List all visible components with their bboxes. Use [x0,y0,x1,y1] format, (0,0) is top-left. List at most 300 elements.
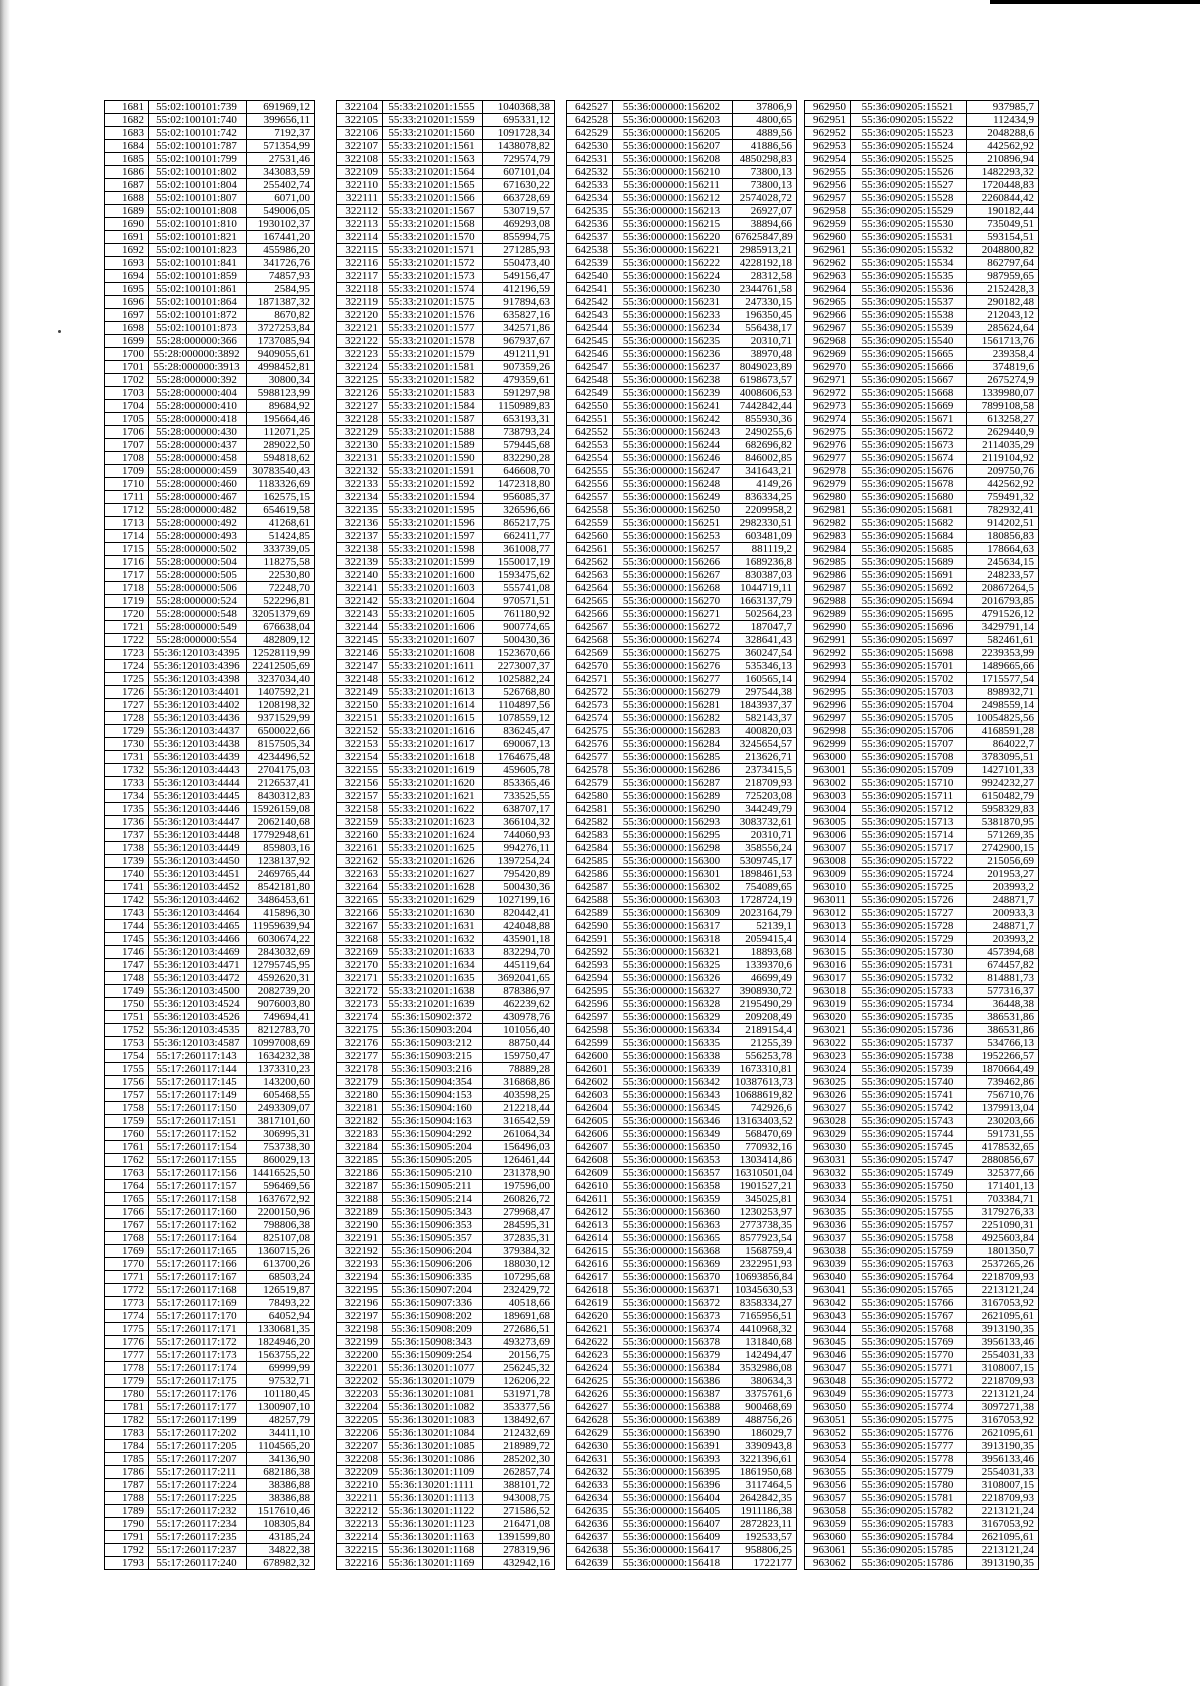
row-number: 1746 [105,946,149,959]
cadastral-number: 55:36:000000:156357 [613,1167,733,1180]
row-number: 642534 [567,192,613,205]
cadastral-number: 55:36:150905:205 [383,1154,483,1167]
cadastral-number: 55:36:090205:15768 [851,1323,967,1336]
table-row [567,764,797,777]
table-row [805,153,1039,166]
area-value: 571269,35 [967,829,1039,842]
row-number: 963017 [805,972,851,985]
row-number: 963001 [805,764,851,777]
table-row [337,1219,555,1232]
cadastral-number: 55:33:210201:1627 [383,868,483,881]
cadastral-number: 55:36:000000:156407 [613,1518,733,1531]
area-value: 3097271,38 [967,1401,1039,1414]
cadastral-number: 55:36:090205:15672 [851,426,967,439]
cadastral-number: 55:28:000000:3913 [149,361,247,374]
row-number: 1698 [105,322,149,335]
row-number: 1773 [105,1297,149,1310]
cadastral-number: 55:36:000000:156346 [613,1115,733,1128]
cadastral-number: 55:36:090205:15525 [851,153,967,166]
row-number: 1791 [105,1531,149,1544]
row-number: 1781 [105,1401,149,1414]
cadastral-number: 55:36:150904:153 [383,1089,483,1102]
table-row [337,543,555,556]
row-number: 1774 [105,1310,149,1323]
cadastral-number: 55:17:260117:169 [149,1297,247,1310]
table-row [105,933,315,946]
cadastral-tables [104,100,1154,1600]
cadastral-number: 55:36:090205:15539 [851,322,967,335]
row-number: 322123 [337,348,383,361]
table-row [805,1453,1039,1466]
row-number: 642638 [567,1544,613,1557]
area-value: 2218709,93 [967,1375,1039,1388]
cadastral-number: 55:36:120103:4524 [149,998,247,1011]
row-number: 322120 [337,309,383,322]
cadastral-number: 55:36:000000:156212 [613,192,733,205]
cadastral-number: 55:28:000000:504 [149,556,247,569]
table-row [337,1505,555,1518]
area-value: 2574028,72 [733,192,797,205]
table-row [337,517,555,530]
table-row [337,1206,555,1219]
row-number: 962998 [805,725,851,738]
row-number: 322167 [337,920,383,933]
area-value: 4168591,28 [967,725,1039,738]
table-row [567,1388,797,1401]
table-row [567,998,797,1011]
cadastral-number: 55:33:210201:1599 [383,556,483,569]
row-number: 963022 [805,1037,851,1050]
row-number: 642565 [567,595,613,608]
row-number: 962965 [805,296,851,309]
row-number: 322124 [337,361,383,374]
area-value: 361008,77 [483,543,555,556]
area-value: 306995,31 [247,1128,315,1141]
table-row [337,712,555,725]
cadastral-number: 55:36:150905:343 [383,1206,483,1219]
row-number: 322185 [337,1154,383,1167]
area-value: 462239,62 [483,998,555,1011]
area-value: 836334,25 [733,491,797,504]
table-row [105,608,315,621]
row-number: 642529 [567,127,613,140]
table-row [105,985,315,998]
row-number: 642577 [567,751,613,764]
row-number: 963028 [805,1115,851,1128]
table-row [337,192,555,205]
cadastral-number: 55:33:210201:1620 [383,777,483,790]
cadastral-number: 55:36:000000:156239 [613,387,733,400]
area-value: 432942,16 [483,1557,555,1570]
table-row [805,738,1039,751]
table-row [805,712,1039,725]
table-row [567,556,797,569]
cadastral-number: 55:17:260117:225 [149,1492,247,1505]
area-value: 256245,32 [483,1362,555,1375]
cadastral-number: 55:36:090205:15777 [851,1440,967,1453]
row-number: 962978 [805,465,851,478]
row-number: 642564 [567,582,613,595]
area-value: 210896,94 [967,153,1039,166]
table-row [105,140,315,153]
area-value: 196350,45 [733,309,797,322]
cadastral-number: 55:02:100101:841 [149,257,247,270]
area-value: 1911186,38 [733,1505,797,1518]
row-number: 642567 [567,621,613,634]
row-number: 642562 [567,556,613,569]
table-row [805,777,1039,790]
row-number: 642608 [567,1154,613,1167]
row-number: 642571 [567,673,613,686]
table-row [805,1401,1039,1414]
cadastral-number: 55:36:090205:15713 [851,816,967,829]
cadastral-number: 55:28:000000:437 [149,439,247,452]
row-number: 1765 [105,1193,149,1206]
table-row [805,1206,1039,1219]
row-number: 963020 [805,1011,851,1024]
table-row [105,1336,315,1349]
area-value: 479359,61 [483,374,555,387]
cadastral-number: 55:33:210201:1561 [383,140,483,153]
table-row [805,114,1039,127]
row-number: 642546 [567,348,613,361]
table-row [337,1440,555,1453]
table-row [105,1401,315,1414]
table-row [105,1388,315,1401]
row-number: 1753 [105,1037,149,1050]
cadastral-number: 55:17:260117:235 [149,1531,247,1544]
area-value: 40518,66 [483,1297,555,1310]
table-row [567,634,797,647]
row-number: 642626 [567,1388,613,1401]
area-value: 943008,75 [483,1492,555,1505]
area-value: 2621095,61 [967,1531,1039,1544]
row-number: 1776 [105,1336,149,1349]
cadastral-number: 55:28:000000:410 [149,400,247,413]
area-value: 72248,70 [247,582,315,595]
area-value: 1482293,32 [967,166,1039,179]
row-number: 962984 [805,543,851,556]
table-row [805,985,1039,998]
row-number: 642589 [567,907,613,920]
row-number: 1740 [105,868,149,881]
area-value: 333739,05 [247,543,315,556]
table-row [337,621,555,634]
area-value: 232429,72 [483,1284,555,1297]
row-number: 963043 [805,1310,851,1323]
area-value: 1303414,86 [733,1154,797,1167]
row-number: 322204 [337,1401,383,1414]
row-number: 1779 [105,1375,149,1388]
area-value: 6150482,79 [967,790,1039,803]
table-row [337,1180,555,1193]
area-value: 2082739,20 [247,985,315,998]
cadastral-number: 55:36:090205:15674 [851,452,967,465]
table-row [567,673,797,686]
table-row [105,491,315,504]
row-number: 1737 [105,829,149,842]
row-number: 322214 [337,1531,383,1544]
table-row [567,686,797,699]
row-number: 1747 [105,959,149,972]
cadastral-number: 55:36:000000:156298 [613,842,733,855]
row-number: 642552 [567,426,613,439]
row-number: 963051 [805,1414,851,1427]
cadastral-number: 55:36:000000:156384 [613,1362,733,1375]
area-value: 770932,16 [733,1141,797,1154]
row-number: 322164 [337,881,383,894]
cadastral-number: 55:36:090205:15757 [851,1219,967,1232]
area-value: 3108007,15 [967,1362,1039,1375]
row-number: 642593 [567,959,613,972]
cadastral-number: 55:17:260117:240 [149,1557,247,1570]
table-row [105,634,315,647]
row-number: 962986 [805,569,851,582]
row-number: 642633 [567,1479,613,1492]
cadastral-number: 55:17:260117:143 [149,1050,247,1063]
cadastral-number: 55:36:000000:156338 [613,1050,733,1063]
area-value: 2152428,3 [967,283,1039,296]
table-row [105,283,315,296]
area-value: 1722177 [733,1557,797,1570]
area-value: 73800,13 [733,166,797,179]
cadastral-number: 55:36:130201:1082 [383,1401,483,1414]
area-value: 556253,78 [733,1050,797,1063]
area-value: 1360715,26 [247,1245,315,1258]
cadastral-number: 55:36:090205:15772 [851,1375,967,1388]
area-value: 1561713,76 [967,335,1039,348]
table-row [337,816,555,829]
row-number: 322182 [337,1115,383,1128]
area-value: 341643,21 [733,465,797,478]
table-row [805,257,1039,270]
area-value: 820442,41 [483,907,555,920]
row-number: 642606 [567,1128,613,1141]
table-row [337,413,555,426]
area-value: 178664,63 [967,543,1039,556]
area-value: 1930102,37 [247,218,315,231]
table-row [567,1102,797,1115]
area-value: 2584,95 [247,283,315,296]
cadastral-number: 55:36:000000:156373 [613,1310,733,1323]
cadastral-number: 55:28:000000:482 [149,504,247,517]
table-row [805,1414,1039,1427]
cadastral-number: 55:36:090205:15531 [851,231,967,244]
area-value: 3913190,35 [967,1440,1039,1453]
area-value: 814881,73 [967,972,1039,985]
area-value: 898932,71 [967,686,1039,699]
area-value: 126461,44 [483,1154,555,1167]
area-value: 118275,58 [247,556,315,569]
table-row [805,1310,1039,1323]
area-value: 3817101,60 [247,1115,315,1128]
cadastral-number: 55:36:000000:156386 [613,1375,733,1388]
table-row [805,1388,1039,1401]
row-number: 642639 [567,1557,613,1570]
area-value: 556438,17 [733,322,797,335]
cadastral-number: 55:33:210201:1614 [383,699,483,712]
row-number: 1690 [105,218,149,231]
area-value: 9076003,80 [247,998,315,1011]
cadastral-number: 55:36:120103:4447 [149,816,247,829]
table-row [105,218,315,231]
area-value: 442562,92 [967,478,1039,491]
cadastral-number: 55:33:210201:1571 [383,244,483,257]
row-number: 322158 [337,803,383,816]
row-number: 642605 [567,1115,613,1128]
area-value: 1901527,21 [733,1180,797,1193]
cadastral-number: 55:36:090205:15527 [851,179,967,192]
area-value: 3913190,35 [967,1557,1039,1570]
cadastral-number: 55:36:000000:156205 [613,127,733,140]
cadastral-number: 55:02:100101:787 [149,140,247,153]
row-number: 1785 [105,1453,149,1466]
area-value: 591731,55 [967,1128,1039,1141]
area-value: 1091728,34 [483,127,555,140]
row-number: 963004 [805,803,851,816]
table-row [805,283,1039,296]
area-value: 10345630,53 [733,1284,797,1297]
area-value: 262857,74 [483,1466,555,1479]
cadastral-number: 55:28:000000:492 [149,517,247,530]
cadastral-number: 55:36:000000:156274 [613,634,733,647]
cadastral-number: 55:36:000000:156238 [613,374,733,387]
cadastral-number: 55:33:210201:1618 [383,751,483,764]
table-row [105,309,315,322]
row-number: 322121 [337,322,383,335]
area-value: 231378,90 [483,1167,555,1180]
cadastral-number: 55:36:000000:156283 [613,725,733,738]
area-value: 2200150,96 [247,1206,315,1219]
row-number: 322159 [337,816,383,829]
row-number: 962980 [805,491,851,504]
row-number: 642600 [567,1050,613,1063]
cadastral-number: 55:02:100101:823 [149,244,247,257]
table-row [105,959,315,972]
table-row [567,621,797,634]
area-value: 366104,32 [483,816,555,829]
row-number: 963048 [805,1375,851,1388]
cadastral-number: 55:36:090205:15532 [851,244,967,257]
area-value: 956085,37 [483,491,555,504]
row-number: 1714 [105,530,149,543]
row-number: 963027 [805,1102,851,1115]
row-number: 322111 [337,192,383,205]
row-number: 963018 [805,985,851,998]
cadastral-number: 55:33:210201:1563 [383,153,483,166]
area-value: 78889,28 [483,1063,555,1076]
table-row [105,127,315,140]
area-value: 20310,71 [733,829,797,842]
cadastral-number: 55:36:120103:4472 [149,972,247,985]
area-value: 1025882,24 [483,673,555,686]
row-number: 642569 [567,647,613,660]
cadastral-number: 55:36:000000:156369 [613,1258,733,1271]
area-value: 2114035,29 [967,439,1039,452]
row-number: 322134 [337,491,383,504]
row-number: 642590 [567,920,613,933]
area-value: 6198673,57 [733,374,797,387]
row-number: 962969 [805,348,851,361]
row-number: 322176 [337,1037,383,1050]
cadastral-number: 55:36:090205:15769 [851,1336,967,1349]
row-number: 962960 [805,231,851,244]
table-row [567,816,797,829]
row-number: 1743 [105,907,149,920]
row-number: 962950 [805,101,851,114]
area-value: 180856,83 [967,530,1039,543]
cadastral-number: 55:36:000000:156210 [613,166,733,179]
table-row [337,985,555,998]
area-value: 846002,85 [733,452,797,465]
row-number: 642580 [567,790,613,803]
area-value: 5381870,95 [967,816,1039,829]
area-value: 753738,30 [247,1141,315,1154]
area-value: 682186,38 [247,1466,315,1479]
table-row [105,413,315,426]
cadastral-number: 55:36:090205:15786 [851,1557,967,1570]
area-value: 671630,22 [483,179,555,192]
area-value: 372835,31 [483,1232,555,1245]
cadastral-number: 55:17:260117:158 [149,1193,247,1206]
row-number: 642532 [567,166,613,179]
table-row [337,1492,555,1505]
area-value: 1563755,22 [247,1349,315,1362]
row-number: 642624 [567,1362,613,1375]
table-row [805,686,1039,699]
area-value: 782932,41 [967,504,1039,517]
row-number: 962952 [805,127,851,140]
cadastral-number: 55:36:090205:15678 [851,478,967,491]
table-row [567,751,797,764]
cadastral-number: 55:28:000000:493 [149,530,247,543]
row-number: 962951 [805,114,851,127]
row-number: 963040 [805,1271,851,1284]
row-number: 322150 [337,699,383,712]
area-value: 4791526,12 [967,608,1039,621]
table-row [567,647,797,660]
row-number: 1727 [105,699,149,712]
cadastral-number: 55:36:000000:156287 [613,777,733,790]
row-number: 642553 [567,439,613,452]
area-value: 691969,12 [247,101,315,114]
table-row [105,816,315,829]
cadastral-number: 55:36:090205:15671 [851,413,967,426]
table-row [805,296,1039,309]
table-row [105,777,315,790]
area-value: 2704175,03 [247,764,315,777]
cadastral-number: 55:17:260117:156 [149,1167,247,1180]
row-number: 642547 [567,361,613,374]
cadastral-number: 55:36:000000:156389 [613,1414,733,1427]
row-number: 963050 [805,1401,851,1414]
table-row [805,543,1039,556]
table-row [337,556,555,569]
cadastral-number: 55:36:150905:211 [383,1180,483,1193]
row-number: 1718 [105,582,149,595]
row-number: 1696 [105,296,149,309]
area-value: 1871387,32 [247,296,315,309]
cadastral-number: 55:36:090205:15528 [851,192,967,205]
cadastral-number: 55:36:000000:156247 [613,465,733,478]
cadastral-number: 55:36:000000:156243 [613,426,733,439]
table-row [805,218,1039,231]
area-value: 97532,71 [247,1375,315,1388]
table-row [567,309,797,322]
row-number: 642599 [567,1037,613,1050]
row-number: 322140 [337,569,383,582]
table-row [567,283,797,296]
